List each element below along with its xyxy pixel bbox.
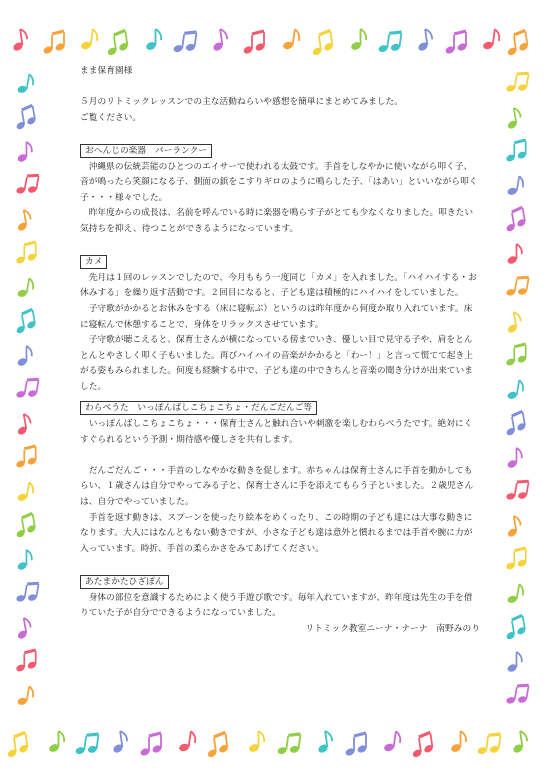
music-note-icon (10, 28, 29, 52)
music-note-icon (506, 582, 525, 606)
music-note-icon (382, 730, 401, 754)
music-note-icon (15, 376, 41, 402)
music-note-icon (172, 29, 198, 56)
music-note-icon (14, 209, 33, 233)
music-note-icon (12, 309, 38, 335)
music-note-icon (502, 411, 528, 437)
section-paragraph: 沖縄県の伝統芸能のひとつのエイサーで使われる太鼓です。手首をしなやかに使いながら叩く子、音が鳴ったら笑顔になる子、側面の鋲をこすりギロのように鳴らした子、「はあい」といいながら叩く子・・・様々でした。 (80, 161, 478, 203)
music-note-icon (344, 733, 367, 757)
music-note-icon (74, 731, 100, 758)
music-note-icon (210, 28, 229, 52)
music-note-icon (79, 28, 98, 52)
music-note-icon (377, 29, 403, 56)
section-parlanku (80, 142, 480, 238)
music-note-icon (16, 550, 31, 571)
section-paragraph: 子守歌がかかるとお休みをする（床に寝転ぶ）というのは昨年度から何度か取り入れています。床に寝転んで休憩することで、身体をリラックスさせています。 (80, 303, 473, 330)
music-note-icon (42, 31, 65, 55)
music-note-icon (16, 72, 35, 96)
music-note-icon (505, 344, 527, 367)
music-note-icon (481, 28, 500, 52)
music-note-icon (510, 730, 529, 754)
music-note-icon (444, 31, 467, 55)
section-paragraph: 身体の部位を意識するためによく使う手遊び歌です。毎年入れていますが、昨年度は先生の手を借りていた子が自分でできるようになっていました。 (80, 592, 473, 619)
section-paragraph: 子守歌が聴こえると、保育士さんが横になっている傍までいき、優しい目で見守る子や、肩をとんとんとやさしく叩く子もいました。再びハイハイの音楽がかかると「わー！」と言って慌てて起き上がる姿もみられました。何度も経験する中で、子ども達の中できちんと音楽の聞き分けが出来ていました。 (80, 335, 474, 392)
music-note-icon (12, 105, 38, 131)
music-note-icon (15, 242, 37, 265)
music-note-icon (15, 172, 41, 198)
music-note-icon (204, 732, 230, 759)
intro-line-1: ５月のリトミックレッスンでの主な活動ねらいや感想を簡単にまとめてみました。 (80, 97, 404, 108)
section-title: わらべうた いっぽんばしこちょこちょ・だんごだんご等 (80, 401, 317, 415)
music-note-icon (15, 650, 37, 673)
music-note-icon (15, 580, 41, 606)
music-note-icon (276, 731, 302, 758)
addressee: まま保育園様 (80, 66, 133, 76)
music-note-icon (139, 733, 162, 757)
section-title: おへんじの楽器 パーランクー (80, 144, 212, 158)
music-note-icon (145, 29, 161, 51)
section-paragraph: いっぽんばしこちょこちょ・・・保育士さんと触れ合いや刺激を楽しむわらべうたです。絶対にくすぐられるという予測・期待感や優しさを共有します。 (80, 419, 473, 445)
music-note-icon (476, 731, 502, 758)
music-note-icon (15, 446, 37, 469)
music-note-icon (309, 30, 335, 57)
music-note-icon (248, 731, 264, 753)
music-note-icon (177, 730, 196, 754)
section-paragraph: 先月は１回のレッスンでしたので、今月ももう一度同じ「カメ」を入れました。「ハイハイする・お休みする」を繰り返す活動です。２回目になると、子ども達は積極的にハイハイをしていました。 (80, 272, 477, 299)
music-note-icon (504, 515, 523, 539)
section-paragraph: 手首を返す動きは、スプーンを使ったり絵本をめくったり、この時期の子ども達には大事な動きになります。大人にはなんともない動きですが、小さな子ども達は意外と慣れるまでは手首や腕に力が入っています。時折、手首の柔らかさをみてあげてください。 (80, 512, 473, 554)
section-title: あたまかたひざぽん (80, 575, 169, 589)
music-note-icon (12, 513, 38, 539)
music-note-icon (16, 276, 35, 300)
music-note-icon (110, 730, 129, 754)
intro-line-2: ご覧ください。 (80, 112, 142, 123)
music-note-icon (409, 732, 435, 759)
section-paragraph: だんごだんご・・・手首のしなやかな動きを促します。赤ちゃんは保育士さんに手首を動かしてもらい、１歳さんは自分でやってみる子と、保育士さんに手を添えてもらう子といました。２歳児さんは、自分でやっていました。 (80, 465, 474, 508)
music-note-icon (281, 28, 300, 52)
music-note-icon (48, 731, 64, 753)
music-note-icon (104, 30, 130, 57)
music-note-icon (504, 107, 523, 131)
music-note-icon (505, 548, 527, 571)
music-note-icon (242, 31, 265, 55)
music-note-icon (16, 142, 31, 163)
music-note-icon (506, 244, 521, 265)
music-note-icon (4, 732, 30, 759)
signature: リトミック教室ニーナ・ナーナ 南野みのり (305, 623, 480, 634)
music-note-icon (350, 29, 366, 51)
section-paragraph: 昨年度からの成長は、名前を呼んでいる時に楽器を鳴らす子がとても少なくなりました。叩きたい気持ちを抑え、待つことができるようになっています。 (80, 208, 474, 234)
section-kame (80, 253, 480, 395)
music-note-icon (502, 207, 528, 233)
music-note-icon (16, 346, 31, 367)
music-note-icon (16, 480, 35, 504)
music-note-icon (505, 478, 531, 504)
section-atama (80, 573, 480, 622)
letter-body (80, 64, 480, 637)
music-note-icon (505, 70, 531, 96)
music-note-icon (14, 413, 33, 437)
music-note-icon (14, 617, 33, 641)
music-note-icon (16, 684, 35, 708)
music-note-icon (504, 311, 523, 335)
music-note-icon (415, 28, 434, 52)
music-note-icon (450, 731, 466, 753)
music-note-icon (315, 730, 334, 754)
music-note-icon (506, 448, 521, 469)
music-note-icon (506, 174, 525, 198)
music-note-icon (506, 652, 521, 673)
music-note-icon (505, 140, 527, 163)
music-note-icon (504, 30, 530, 57)
music-note-icon (505, 274, 531, 300)
music-note-icon (502, 615, 528, 641)
music-note-icon (505, 682, 531, 708)
section-title: カメ (80, 255, 107, 269)
music-note-icon (506, 378, 525, 402)
section-warabeuta (80, 399, 480, 557)
